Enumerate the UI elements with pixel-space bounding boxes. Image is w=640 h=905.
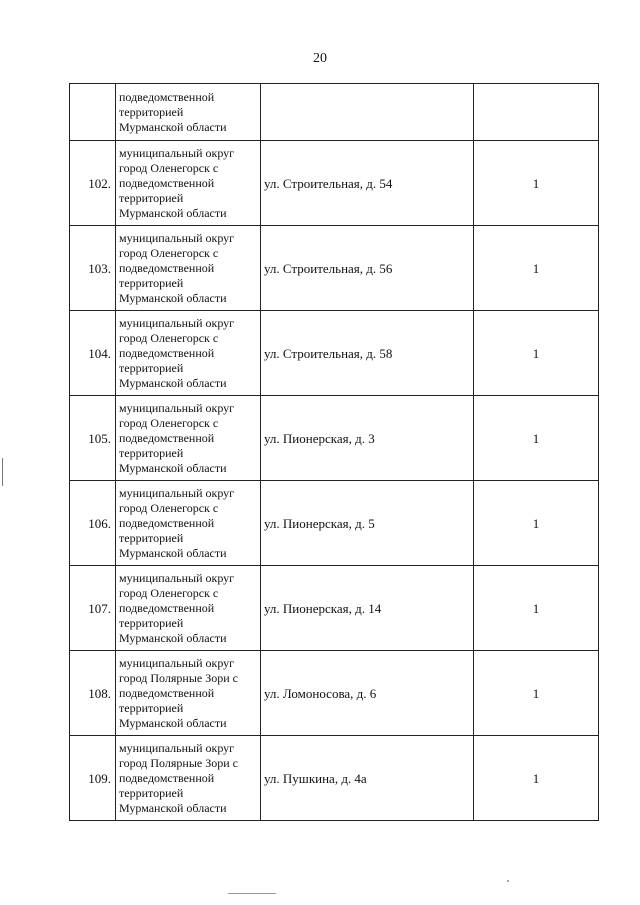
address-cell: ул. Строительная, д. 58: [261, 311, 474, 396]
municipality-line: территорией: [119, 700, 184, 715]
municipality-line: Мурманской области: [119, 715, 227, 730]
municipality-line: муниципальный округ: [119, 230, 235, 245]
municipality-cell: [116, 736, 261, 821]
table-body: [70, 84, 599, 821]
row-number: 104.: [70, 311, 116, 396]
municipality-cell: [116, 566, 261, 651]
address-cell: [261, 84, 474, 141]
municipality-line: Мурманской области: [119, 205, 227, 220]
address-cell: ул. Пушкина, д. 4а: [261, 736, 474, 821]
row-number: 108.: [70, 651, 116, 736]
municipality-line: подведомственной: [119, 600, 215, 615]
municipality-line: муниципальный округ: [119, 315, 235, 330]
count-cell: [474, 84, 599, 141]
address-cell: ул. Строительная, д. 54: [261, 141, 474, 226]
municipality-line: муниципальный округ: [119, 740, 235, 755]
scan-dot: [507, 880, 509, 882]
municipality-line: Мурманской области: [119, 290, 227, 305]
municipality-line: Мурманской области: [119, 460, 227, 475]
municipality-line: территорией: [119, 445, 184, 460]
municipality-line: территорией: [119, 785, 184, 800]
table-row: [70, 226, 599, 311]
municipality-line: подведомственной: [119, 260, 215, 275]
municipality-line: муниципальный округ: [119, 145, 235, 160]
count-cell: 1: [474, 566, 599, 651]
municipality-line: подведомственной: [119, 770, 215, 785]
footer-mark: [228, 893, 276, 894]
municipality-line: город Оленегорск с: [119, 415, 219, 430]
municipality-line: территорией: [119, 530, 184, 545]
municipality-cell: [116, 651, 261, 736]
municipality-line: муниципальный округ: [119, 400, 235, 415]
municipality-line: Мурманской области: [119, 630, 227, 645]
count-cell: 1: [474, 141, 599, 226]
row-number: [70, 84, 116, 141]
table-row: [70, 141, 599, 226]
address-cell: ул. Ломоносова, д. 6: [261, 651, 474, 736]
municipality-line: город Оленегорск с: [119, 245, 219, 260]
municipality-line: город Оленегорск с: [119, 500, 219, 515]
municipality-cell: [116, 84, 261, 141]
municipality-line: территорией: [119, 104, 184, 119]
address-cell: ул. Пионерская, д. 5: [261, 481, 474, 566]
municipality-line: подведомственной: [119, 89, 215, 104]
address-cell: ул. Пионерская, д. 14: [261, 566, 474, 651]
municipality-line: подведомственной: [119, 685, 215, 700]
count-cell: 1: [474, 311, 599, 396]
municipality-line: город Полярные Зори с: [119, 755, 238, 770]
municipality-line: Мурманской области: [119, 800, 227, 815]
count-cell: 1: [474, 481, 599, 566]
municipality-line: территорией: [119, 190, 184, 205]
municipality-line: город Оленегорск с: [119, 160, 219, 175]
municipality-cell: [116, 311, 261, 396]
row-number: 102.: [70, 141, 116, 226]
row-number: 109.: [70, 736, 116, 821]
table-row: [70, 736, 599, 821]
row-number: 106.: [70, 481, 116, 566]
municipality-line: муниципальный округ: [119, 570, 235, 585]
municipality-line: муниципальный округ: [119, 655, 235, 670]
municipality-cell: [116, 226, 261, 311]
municipality-cell: [116, 396, 261, 481]
municipality-line: Мурманской области: [119, 375, 227, 390]
municipality-line: территорией: [119, 360, 184, 375]
row-number: 105.: [70, 396, 116, 481]
municipality-line: город Оленегорск с: [119, 585, 219, 600]
municipality-line: территорией: [119, 615, 184, 630]
page-number: 20: [313, 51, 327, 66]
table-row: [70, 481, 599, 566]
municipality-line: Мурманской области: [119, 545, 227, 560]
address-cell: ул. Пионерская, д. 3: [261, 396, 474, 481]
table-row: [70, 84, 599, 141]
row-number: 107.: [70, 566, 116, 651]
municipality-line: подведомственной: [119, 430, 215, 445]
table-row: [70, 566, 599, 651]
row-number: 103.: [70, 226, 116, 311]
table-row: [70, 651, 599, 736]
count-cell: 1: [474, 651, 599, 736]
margin-mark: [2, 458, 3, 486]
address-cell: ул. Строительная, д. 56: [261, 226, 474, 311]
municipality-line: подведомственной: [119, 175, 215, 190]
count-cell: 1: [474, 226, 599, 311]
municipality-line: город Оленегорск с: [119, 330, 219, 345]
municipality-line: подведомственной: [119, 515, 215, 530]
municipality-line: подведомственной: [119, 345, 215, 360]
municipality-line: Мурманской области: [119, 119, 227, 134]
municipality-line: территорией: [119, 275, 184, 290]
municipality-cell: [116, 141, 261, 226]
addresses-table: [69, 83, 599, 821]
count-cell: 1: [474, 736, 599, 821]
table-row: [70, 311, 599, 396]
municipality-cell: [116, 481, 261, 566]
count-cell: 1: [474, 396, 599, 481]
municipality-line: муниципальный округ: [119, 485, 235, 500]
municipality-line: город Полярные Зори с: [119, 670, 238, 685]
table-row: [70, 396, 599, 481]
